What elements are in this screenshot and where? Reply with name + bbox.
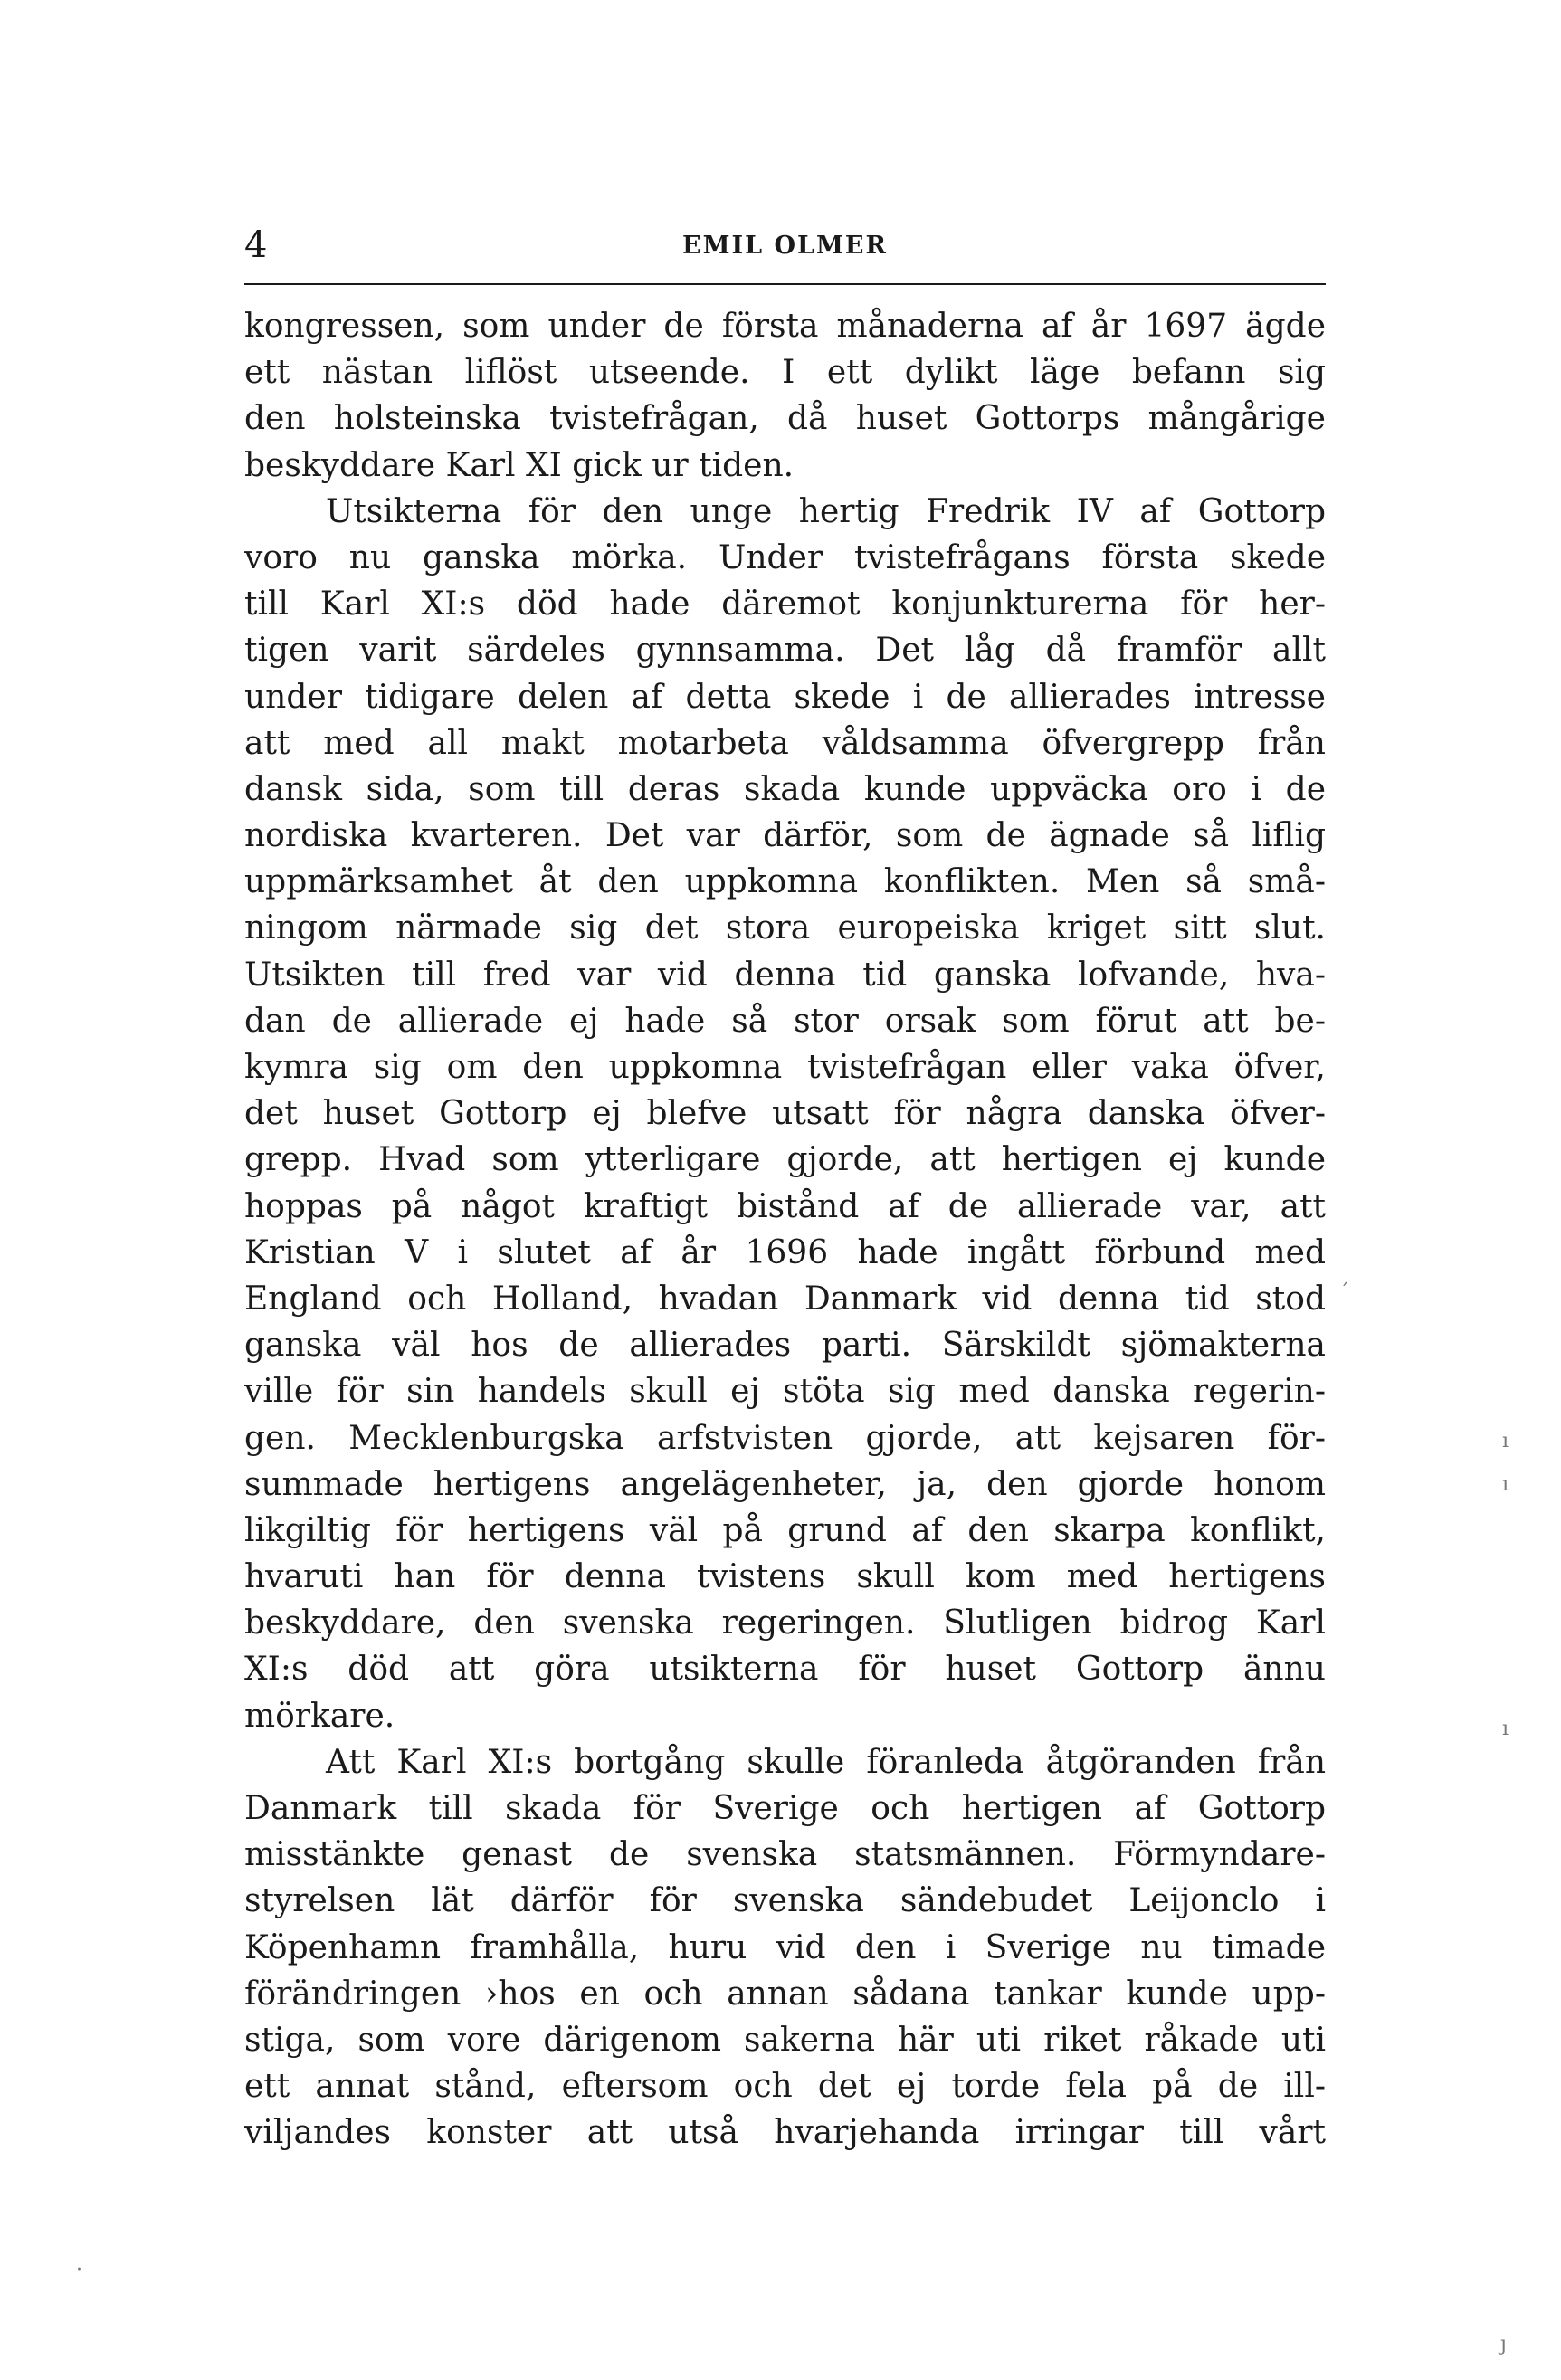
text-line: under tidigare delen af detta skede i de allierades intresse: [244, 678, 1326, 716]
text-line: viljandes konster att utså hvarjehanda irringar till vårt: [244, 2114, 1326, 2152]
paragraph: [244, 1739, 1326, 2156]
text-line: beskyddare, den svenska regeringen. Slutligen bidrog Karl: [244, 1604, 1326, 1642]
margin-speck: ȷ: [1500, 2333, 1507, 2356]
text-line: till Karl XI:s död hade däremot konjunkturerna för her-: [244, 585, 1326, 624]
margin-speck: ·: [76, 2259, 82, 2281]
header-rule: [244, 283, 1326, 285]
text-line: uppmärksamhet åt den uppkomna konflikten. Men så små-: [244, 863, 1326, 901]
text-line: ningom närmade sig det stora europeiska kriget sitt slut.: [244, 909, 1326, 947]
text-line: ett nästan liflöst utseende. I ett dylikt läge befann sig: [244, 354, 1326, 392]
margin-speck: ı: [1502, 1718, 1509, 1740]
margin-speck: ı: [1502, 1430, 1509, 1452]
margin-speck: ´: [1339, 1281, 1349, 1304]
text-line: dansk sida, som till deras skada kunde uppväcka oro i de: [244, 770, 1326, 808]
text-line: summade hertigens angelägenheter, ja, den gjorde honom: [244, 1465, 1326, 1503]
text-line: Utsikten till fred var vid denna tid ganska lofvande, hva-: [244, 956, 1326, 994]
text-line: stiga, som vore därigenom sakerna här uti riket råkade uti: [244, 2021, 1326, 2059]
text-line: styrelsen lät därför för svenska sändebudet Leijonclo i: [244, 1882, 1326, 1920]
text-line: Danmark till skada för Sverige och hertigen af Gottorp: [244, 1790, 1326, 1827]
text-line: grepp. Hvad som ytterligare gjorde, att hertigen ej kunde: [244, 1141, 1326, 1179]
text-line: beskyddare Karl XI gick ur tiden.: [244, 446, 795, 484]
text-line: England och Holland, hvadan Danmark vid denna tid stod: [244, 1280, 1326, 1318]
text-line: mörkare.: [244, 1697, 395, 1735]
text-line: kongressen, som under de första månaderna af år 1697 ägde: [244, 308, 1326, 345]
text-line: nordiska kvarteren. Det var därför, som de ägnade så liflig: [244, 817, 1326, 855]
text-line: att med all makt motarbeta våldsamma öfvergrepp från: [244, 724, 1326, 762]
text-line: förändringen ›hos en och annan sådana tankar kunde upp-: [244, 1975, 1326, 2013]
running-head: [244, 223, 1326, 268]
body-text: [244, 303, 1326, 2156]
running-title: EMIL OLMER: [682, 232, 888, 260]
page-number: 4: [244, 224, 268, 266]
text-line: ett annat stånd, eftersom och det ej torde fela på de ill-: [244, 2068, 1326, 2106]
margin-speck: ı: [1502, 1473, 1509, 1496]
text-line: misstänkte genast de svenska statsmännen. Förmyndare-: [244, 1836, 1326, 1874]
text-line: Att Karl XI:s bortgång skulle föranleda åtgöranden från: [326, 1743, 1326, 1781]
paragraph: [244, 303, 1326, 489]
text-line: hvaruti han för denna tvistens skull kom med hertigens: [244, 1558, 1326, 1596]
text-line: ganska väl hos de allierades parti. Särskildt sjömakterna: [244, 1327, 1326, 1365]
text-line: ville för sin handels skull ej stöta sig med danska regerin-: [244, 1373, 1326, 1411]
paragraph: [244, 489, 1326, 1739]
text-line: kymra sig om den uppkomna tvistefrågan eller vaka öfver,: [244, 1049, 1326, 1086]
text-line: hoppas på något kraftigt bistånd af de allierade var, att: [244, 1187, 1326, 1225]
text-line: dan de allierade ej hade så stor orsak som förut att be-: [244, 1002, 1326, 1040]
text-line: Köpenhamn framhålla, huru vid den i Sverige nu timade: [244, 1928, 1326, 1966]
text-line: Utsikterna för den unge hertig Fredrik IV af Gottorp: [326, 492, 1326, 530]
text-line: tigen varit särdeles gynnsamma. Det låg då framför allt: [244, 632, 1326, 670]
text-line: Kristian V i slutet af år 1696 hade ingått förbund med: [244, 1233, 1326, 1271]
text-line: voro nu ganska mörka. Under tvistefrågans första skede: [244, 538, 1326, 576]
text-line: XI:s död att göra utsikterna för huset Gottorp ännu: [244, 1651, 1326, 1689]
text-line: likgiltig för hertigens väl på grund af den skarpa konflikt,: [244, 1511, 1326, 1549]
text-line: gen. Mecklenburgska arfstvisten gjorde, att kejsaren för-: [244, 1419, 1326, 1457]
text-line: den holsteinska tvistefrågan, då huset Gottorps mångårige: [244, 400, 1326, 438]
text-line: det huset Gottorp ej blefve utsatt för några danska öfver-: [244, 1095, 1326, 1133]
